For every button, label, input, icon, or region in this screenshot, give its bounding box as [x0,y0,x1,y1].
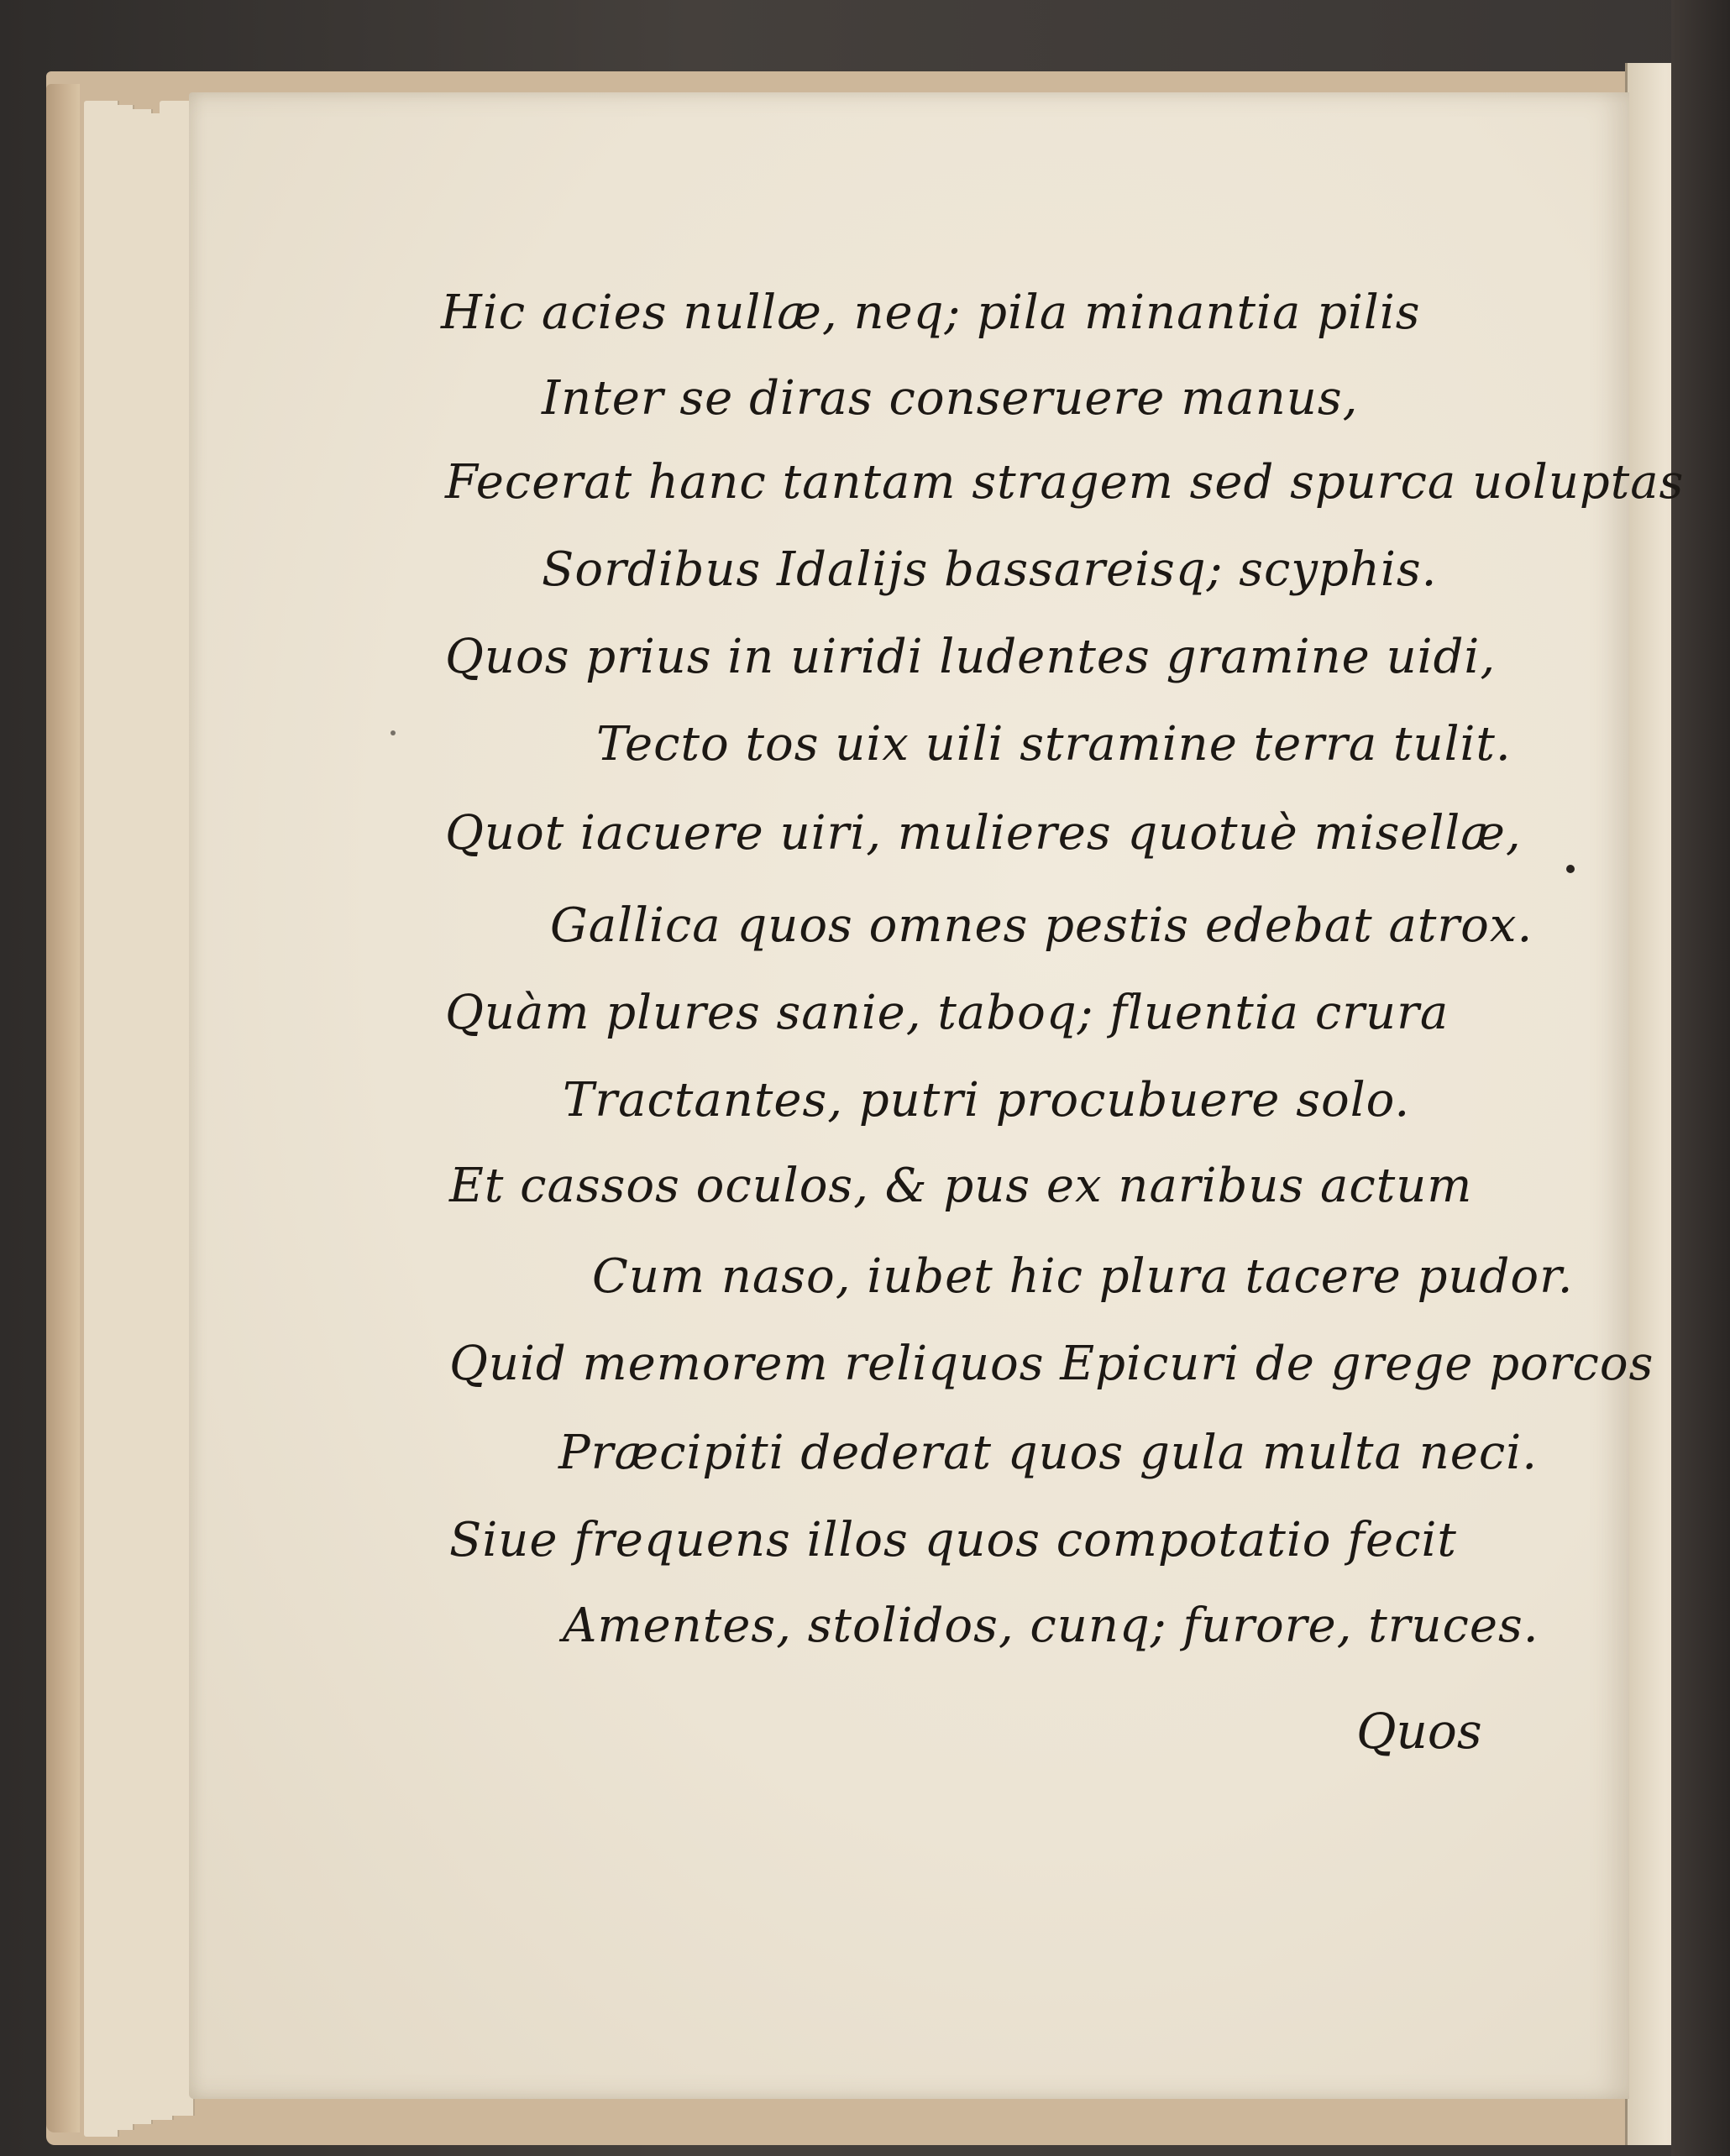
ink-spot [391,730,396,735]
poem-line: Quos prius in uiridi ludentes gramine uidi, [445,630,1497,684]
poem-line: Quid memorem reliquos Epicuri de grege porcos [449,1337,1654,1391]
ink-spot [1566,865,1575,873]
book-page [189,92,1685,2099]
poem-line: Et cassos oculos, & pus ex naribus actum [449,1159,1473,1213]
poem-line: Tecto tos uix uili stramine terra tulit. [596,717,1512,772]
poem-text [189,92,1685,2099]
poem-line: Gallica quos omnes pestis edebat atrox. [550,898,1533,953]
poem-line: Fecerat hanc tantam stragem sed spurca uoluptas [445,455,1685,510]
poem-line: Quàm plures sanie, taboq; fluentia crura [445,986,1450,1040]
book-cover-edge [46,84,80,2132]
poem-line: Inter se diras conseruere manus, [542,371,1359,426]
poem-line: Sordibus Idalijs bassareisq; scyphis. [542,542,1438,597]
catchword: Quos [1356,1703,1482,1760]
scan-background-strip [1671,0,1730,2156]
poem-line: Tractantes, putri procubuere solo. [563,1073,1411,1128]
poem-line: Præcipiti dederat quos gula multa neci. [558,1426,1538,1480]
poem-line: Siue frequens illos quos compotatio fecit [449,1513,1457,1567]
poem-line: Hic acies nullæ, neq; pila minantia pilis [441,285,1421,340]
poem-line: Cum naso, iubet hic plura tacere pudor. [592,1249,1574,1304]
poem-line: Quot iacuere uiri, mulieres quotuè misellæ, [445,806,1522,861]
poem-line: Amentes, stolidos, cunq; furore, truces. [563,1599,1539,1653]
